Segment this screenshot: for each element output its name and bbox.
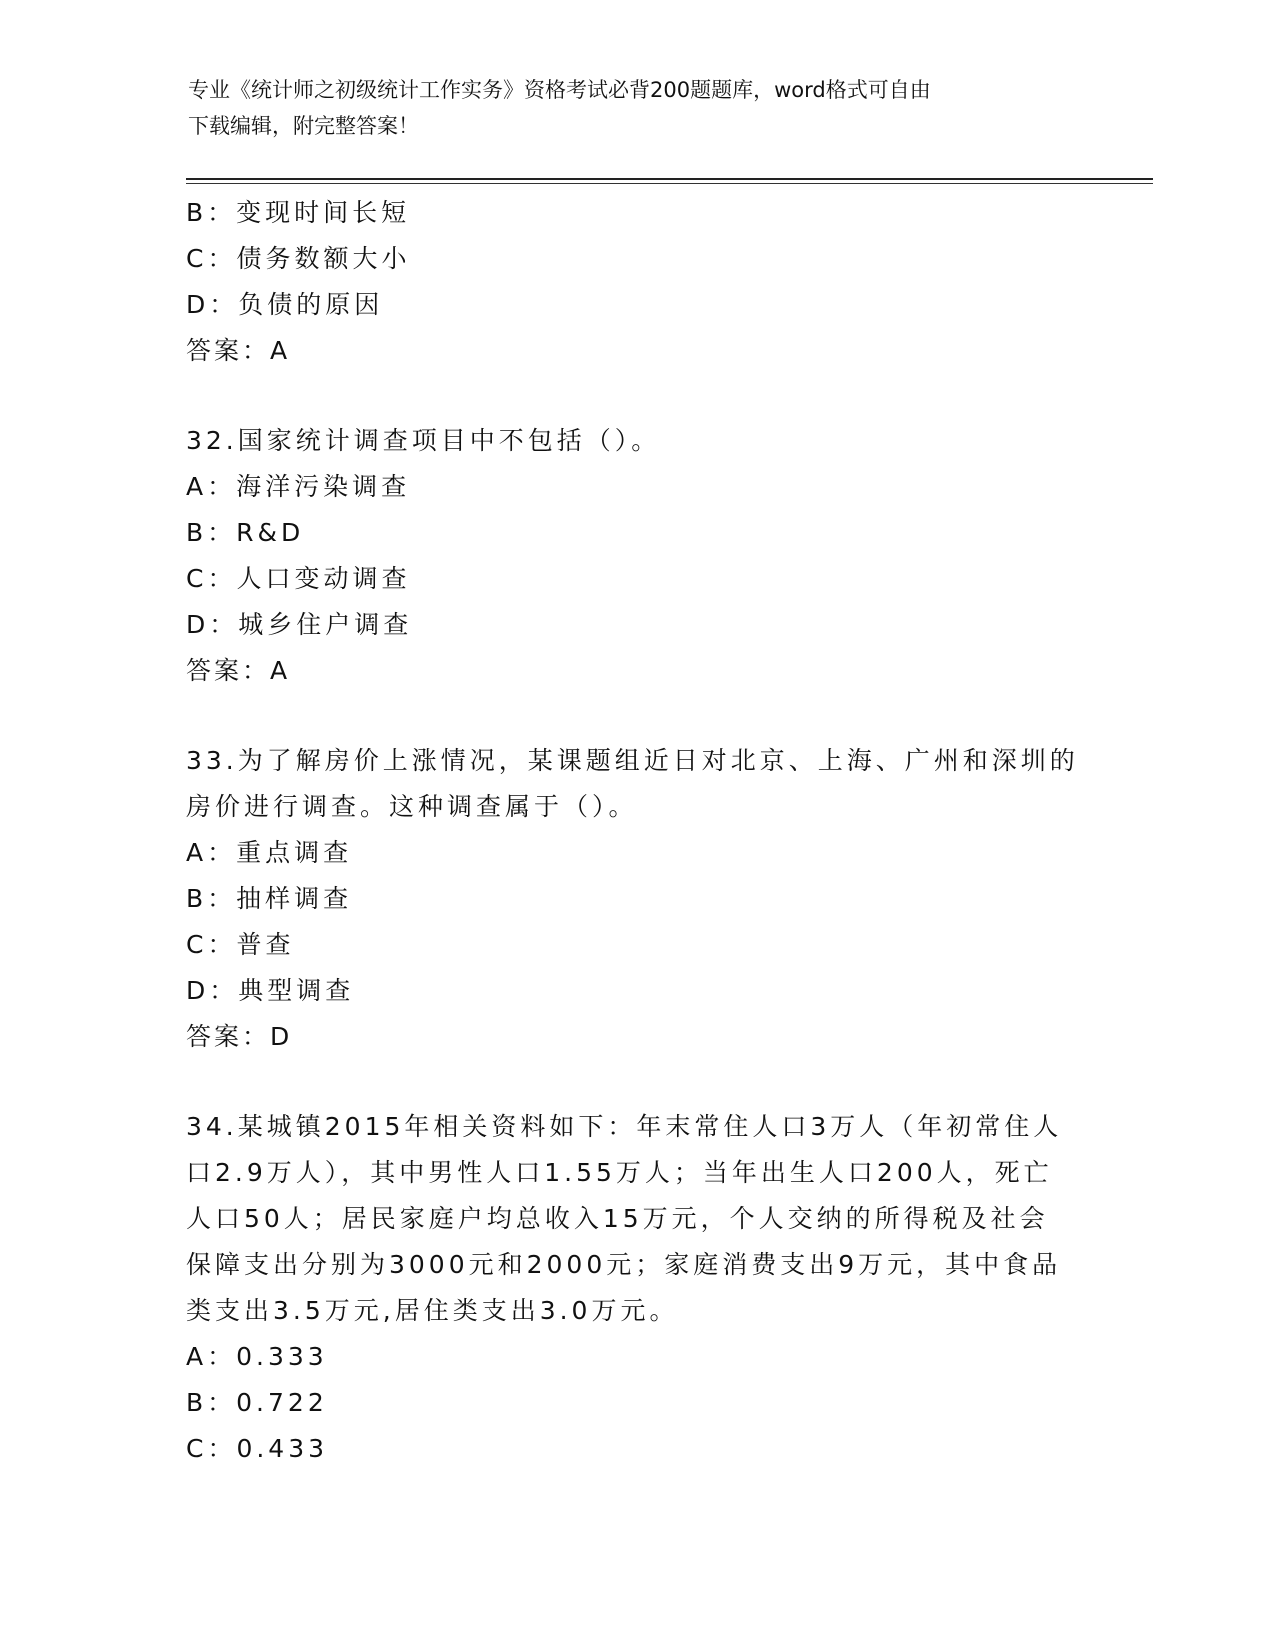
- answer-line: 答案：A: [186, 656, 291, 685]
- option-c: C：普查: [186, 930, 295, 959]
- question-stem-line-1: 34.某城镇2015年相关资料如下：年末常住人口3万人（年初常住人: [186, 1112, 1063, 1141]
- question-stem-line-5: 类支出3.5万元,居住类支出3.0万元。: [186, 1296, 679, 1325]
- question-stem-line-4: 保障支出分别为3000元和2000元；家庭消费支出9万元，其中食品: [186, 1250, 1062, 1279]
- header-rule-thick: [186, 178, 1153, 180]
- option-d: D：负债的原因: [186, 290, 384, 319]
- option-b: B：0.722: [186, 1388, 328, 1417]
- option-c: C：债务数额大小: [186, 244, 411, 273]
- option-d: D：典型调查: [186, 976, 355, 1005]
- header-title-line-2: 下载编辑，附完整答案！: [188, 114, 419, 138]
- question-34: [186, 1104, 1086, 1472]
- spacer: [186, 374, 1086, 418]
- question-stem-line-1: 33.为了解房价上涨情况，某课题组近日对北京、上海、广州和深圳的: [186, 746, 1079, 775]
- option-c: C：0.433: [186, 1434, 329, 1463]
- option-b: B：R&D: [186, 518, 305, 547]
- option-d: D：城乡住户调查: [186, 610, 413, 639]
- question-stem-line-2: 口2.9万人），其中男性人口1.55万人；当年出生人口200人，死亡: [186, 1158, 1053, 1187]
- document-header: [188, 72, 1068, 144]
- header-rule-thin: [186, 183, 1153, 184]
- answer-line: 答案：D: [186, 1022, 293, 1051]
- answer-line: 答案：A: [186, 336, 291, 365]
- option-a: A：重点调查: [186, 838, 353, 867]
- question-stem: 32.国家统计调查项目中不包括（）。: [186, 426, 661, 455]
- spacer: [186, 694, 1086, 738]
- question-31-tail: [186, 190, 1086, 374]
- option-b: B：变现时间长短: [186, 198, 411, 227]
- option-a: A：海洋污染调查: [186, 472, 411, 501]
- question-stem-line-2: 房价进行调查。这种调查属于（）。: [186, 792, 638, 821]
- option-b: B：抽样调查: [186, 884, 353, 913]
- option-c: C：人口变动调查: [186, 564, 411, 593]
- header-title-line-1: 专业《统计师之初级统计工作实务》资格考试必背200题题库，word格式可自由: [188, 78, 931, 102]
- question-33: [186, 738, 1086, 1060]
- question-content: [186, 190, 1086, 1472]
- question-32: [186, 418, 1086, 694]
- option-a: A：0.333: [186, 1342, 328, 1371]
- question-stem-line-3: 人口50人；居民家庭户均总收入15万元，个人交纳的所得税及社会: [186, 1204, 1049, 1233]
- spacer: [186, 1060, 1086, 1104]
